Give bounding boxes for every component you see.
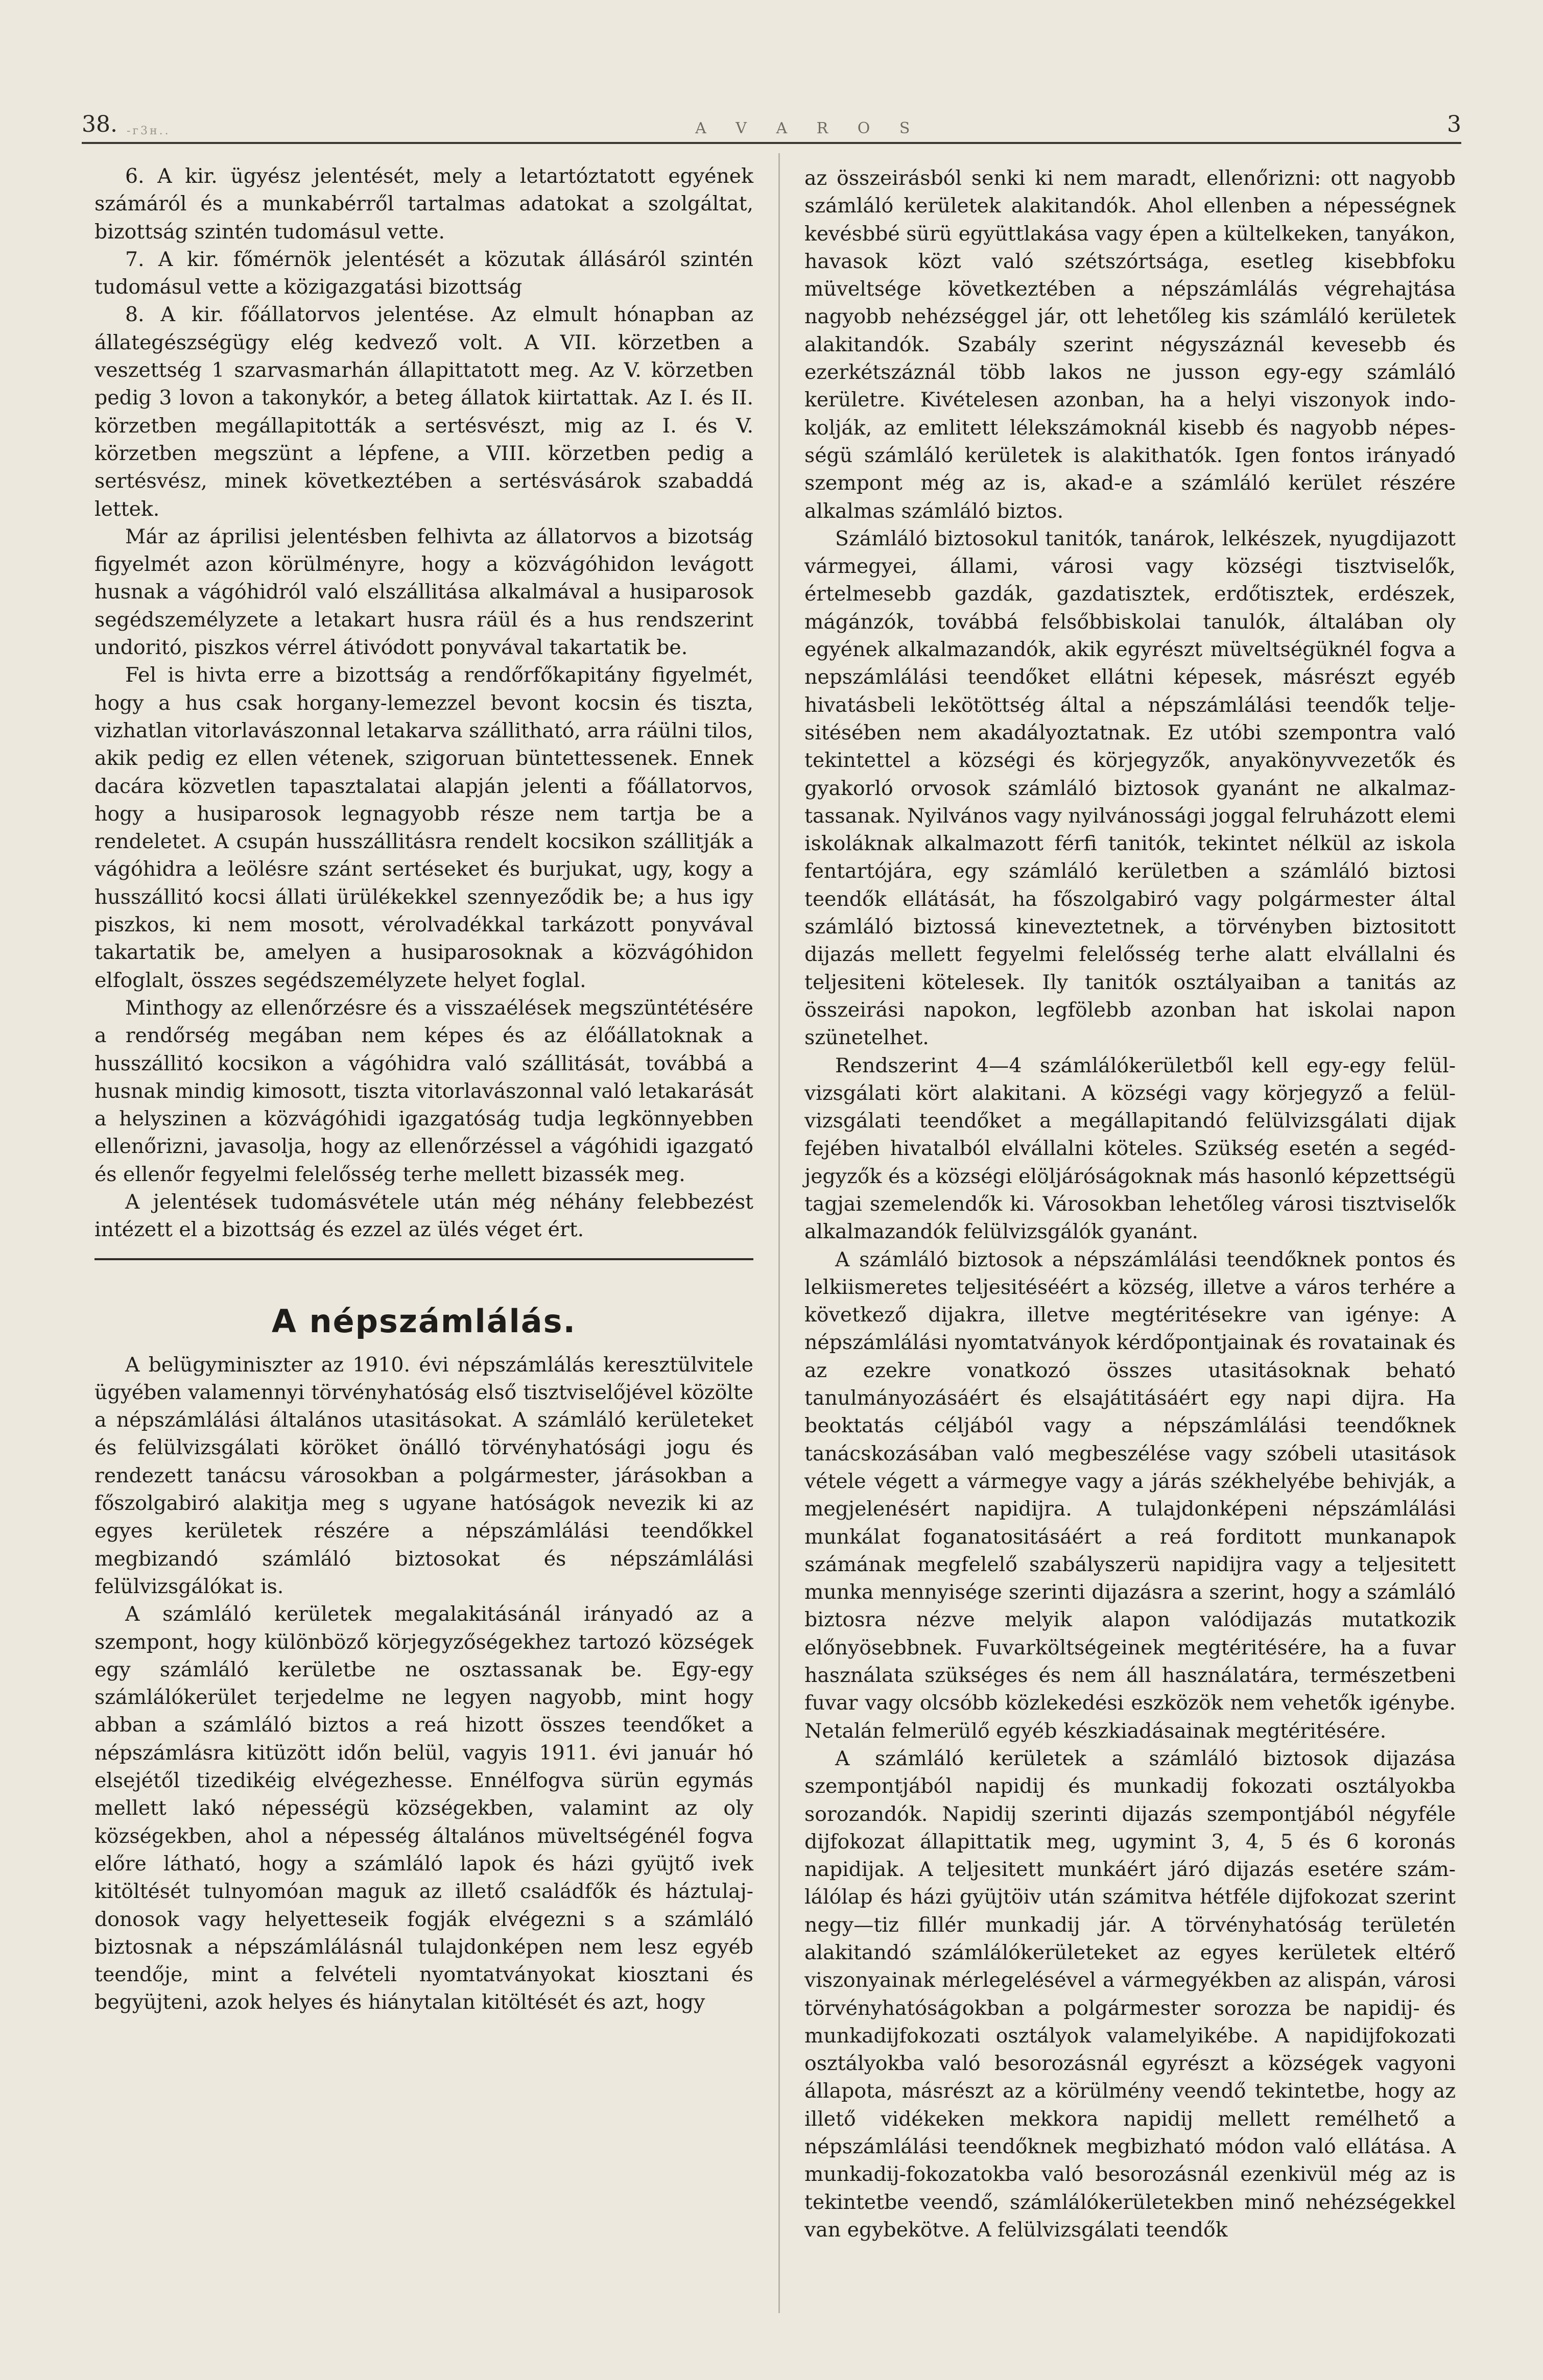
issue-number: 3 <box>1446 111 1461 137</box>
section-title: A népszámlálás. <box>271 1302 577 1340</box>
paragraph: Fel is hivta erre a bizottság a rendőrfőkapitány figyelmét, hogy a hus csak horgany-lemezzel bevont kocsin és tiszta, vizhatlan vitorlavászonnal letakarva szállitható, arra ráülni tilos, akik pedig ez ellen vétenek, szigoruan büntettessenek. Ennek dacára közvetlen tapasztalatai alapján jelenti a főállatorvos, hogy a husiparosok legnagyobb része nem tartja be a rendeletet. A csupán husszállitásra rendelt kocsikon szállitják a vágóhidra a leölésre szánt sertéseket és burjukat, ugy, kogy a husszállitó kocsi állati ürülékekkel szennyeződik be; a hus igy piszkos, ki nem mosott, vérolvadékkal tarkázott ponyvával takartatik be, amelyen a husiparosoknak a közvágóhidon elfoglalt, összes segédszemélyzete helyet foglal. <box>94 663 753 992</box>
paragraph: Már az áprilisi jelentésben felhivta az állatorvos a bizotság figyelmét azon körülményre, hogy a közvágóhidon levágott husnak a vágóhidról való elszállitása alkalmával a husiparosok segédszemélyzete a letakart husra ráül és a hus rendszerint undoritó, piszkos vérrel átivódott ponyvával takartatik be. <box>94 524 753 660</box>
right-column <box>804 164 1456 2244</box>
section-rule <box>94 1258 753 1260</box>
header-left <box>82 111 171 137</box>
paragraph: A számláló kerületek megalakitásánál irányadó az a szempont, hogy különböző körjegyzőségekhez tartozó községek egy számláló kerületbe ne osztassanak be. Egy-egy számlálókerület terjedelme ne legyen nagyobb, mint hogy abban a számláló biztos a reá hizott összes teendőket a népszámlásra kitüzött időn belül, vagyis 1911. évi január hó elsejétől tizedikéig elvégezhesse. Ennélfogva sürün egymás mellett lakó népességü községekben, valamint az oly községekben, ahol a népesség általános müveltségénél fogva előre látható, hogy a számláló lapok és házi gyüjtő ivek kitöltését tulnyomóan maguk az illető családfők és háztulajdonosok vagy helyetteseik fogják elvégezni s a számláló biztosnak a népszámlálásnál tulajdonképen nem lesz egyéb teendője, mint a felvételi nyomtatványokat kiosztani és begyüjteni, azok helyes és hiánytalan kitöltését és azt, hogy <box>94 1602 753 2014</box>
paragraph: Rendszerint 4—4 számlálókerületből kell egy-egy felülvizsgálati kört alakitani. A községi vagy körjegyző a felülvizsgálati teendőket a megállapitandó felülvizsgálati dijak fejében hivatalból elvállalni köteles. Szükség esetén a segédjegyzők és a községi elöljáróságoknak más hasonló képzettségü tagjai szemelendők ki. Városokban lehetőleg városi tisztviselők alkalmazandók felülvizsgálók gyanánt. <box>804 1053 1456 1244</box>
running-title: A V A R O S <box>695 119 922 137</box>
paragraph: Minthogy az ellenőrzésre és a visszaélések megszüntétésére a rendőrség megában nem képes és az élőállatoknak a husszállitó kocsikon a vágóhidra való szállitását, továbbá a husnak mindig kimosott, tiszta vitorlavászonnal való letakarását a helyszinen a közvágóhidi igazgatóság tudja legkönnyebben ellenőrizni, javasolja, hogy az ellenőrzéssel a vágóhidi igazgató és ellenőr fegyelmi felelősség terhe mellett bizassék meg. <box>94 996 753 1186</box>
paragraph: A jelentések tudomásvétele után még néhány felebbezést intézett el a bizottság és ezzel az ülés véget ért. <box>94 1190 753 1242</box>
paragraph: 7. A kir. főmérnök jelentését a közutak állásáról szintén tudomásul vette a közigazgatási bizottság <box>94 247 753 299</box>
column-divider <box>778 153 780 2313</box>
page-header <box>82 105 1461 137</box>
paragraph: 8. A kir. főállatorvos jelentése. Az elmult hónapban az állategészségügy elég kedvező volt. A VII. körzetben a veszettség 1 szarvasmarhán állapittatott meg. Az V. körzetben pedig 3 lovon a takonykór, a beteg állatok kiirtattak. Az I. és II. körzetben megállapitották a sertésvészt, mig az I. és V. körzetben megszünt a lépfene, a VIII. körzetben pedig a sertésvész, minek következtében a sertésvásárok szabaddá lettek. <box>94 303 753 521</box>
header-rule <box>82 142 1461 144</box>
paragraph: A számláló kerületek a számláló biztosok dijazása szempontjából napidij és munkadij fokozati osztályokba sorozandók. Napidij szerinti dijazás szempontjából négyféle dijfokozat állapittatik meg, ugymint 3, 4, 5 és 6 koronás napidijak. A teljesitett munkáért járó dijazás esetére számlálólap és házi gyüjtöiv után számitva hétféle dijfokozat szerint negy—tiz fillér munkadij jár. A törvényhatóság területén alakitandó számlálókerületeket az egyes kerületek eltérő viszonyainak mérlegelésével a vármegyékben az alispán, városi törvényhatóságokban a polgármester sorozza be napidij- és munkadijfokozati osztályok valamelyikébe. A napidijfokozati osztályokba való besorozásnál egyrészt a községek vagyoni állapota, másrészt az a körülmény veendő tekintetbe, hogy az illető vidékeken mekkora napidij mellett remélhető a népszámlálási teendőknek megbizható módon való ellátása. A munkadij-fokozatokba való besorozásnál ezenkivül még az is tekintetbe veendő, számlálókerületekben minő nehézségekkel van egybekötve. A felülvizsgálati teendők <box>804 1746 1456 2242</box>
paragraph: az összeirásból senki ki nem maradt, ellenőrizni: ott nagyobb számláló kerületek alakitandók. Ahol ellenben a népességnek kevésbbé sürü együttlakása vagy épen a kültelkeken, tanyákon, havasok közt való szétszórtsága, esetleg kisebbfoku müveltsége következtében a népszámlálás végrehajtása nagyobb nehézséggel jár, ott lehetőleg kis számláló kerületek alakitandók. Szabály szerint négyszáznál kevesebb és ezerkétszáznál több lakos ne jusson egy-egy számláló kerületre. Kivételesen azonban, ha a helyi viszonyok indokolják, az emlitett lélekszámoknál kisebb és nagyobb népességü számláló kerületek is alakithatók. Igen fontos irányadó szempont még az is, akad-e a számláló kerület részére alkalmas számláló biztos. <box>804 166 1456 523</box>
paragraph: A belügyminiszter az 1910. évi népszámlálás keresztülvitele ügyében valamennyi törvényhatóság első tisztviselőjével közölte a népszámlálási általános utasitásokat. A számláló kerületeket és felülvizsgálati köröket önálló törvényhatósági jogu és rendezett tanácsu városokban a polgármester, járásokban a főszolgabiró alakitja meg s ugyane hatóságok nevezik ki az egyes kerületek részére a népszámlálási teendőkkel megbizandó számláló biztosokat és népszámlálási felülvizsgálókat is. <box>94 1353 753 1598</box>
paragraph: 6. A kir. ügyész jelentését, mely a letartóztatott egyének számáról és a munkabérről tartalmas adatokat a szolgáltat, bizottság szintén tudomásul vette. <box>94 164 753 244</box>
left-column <box>94 162 753 2016</box>
header-left-mark: -г3н.. <box>126 125 171 137</box>
paragraph: Számláló biztosokul tanitók, tanárok, lelkészek, nyugdijazott vármegyei, állami, városi vagy községi tisztviselők, értelmesebb gazdák, gazdatisztek, erdőtisztek, erdészek, mágánzók, továbbá felsőbbiskolai tanulók, általában oly egyének alkalmazandók, akik egyrészt müveltségüknél fogva a nepszámlálási teendőket ellátni képesek, másrészt egyéb hivatásbeli lekötöttség által a népszámlálási teendők teljesitésében nem akadályoztatnak. Ez utóbi szempontra való tekintettel a községi és körjegyzők, anyakönyvvezetők és gyakorló orvosok számláló biztosok gyanánt ne alkalmaztassanak. Nyilvános vagy nyilvánossági joggal felruházott elemi iskoláknak alkalmazott férfi tanitók, tekintet nélkül az iskola fentartójára, egy számláló kerületben a számláló biztosi teendők ellátását, ha főszolgabiró vagy polgármester által számláló biztossá kineveztetnek, a törvényben biztositott dijazás mellett fegyelmi felelősség terhe alatt elvállalni és teljesiteni kötelesek. Ily tanitók osztályaiban a tanitás az összeirási napokon, legfölebb azonban hat iskolai napon szünetelhet. <box>804 526 1456 1050</box>
page-number: 38. <box>82 111 117 137</box>
paragraph: A számláló biztosok a népszámlálási teendőknek pontos és lelkiismeretes teljesitéséért a község, illetve a város terhére a következő dijakra, illetve megtéritésekre van igénye: A népszámlálási nyomtatványok kérdőpontjainak és rovatainak és az ezekre vonatkozó összes utasitásoknak beható tanulmányozásáért és elsajátitásáért egy napi dijra. Ha beoktatás céljából vagy a népszámlálási teendőknek tanácskozásában való megbeszélése vagy szóbeli utasitások vétele végett a vármegye vagy a járás székhelyébe behivják, a megjelenésért napidijra. A tulajdonképeni népszámlálási munkálat foganatositásáért a reá forditott munkanapok számának megfelelő szabályszerü napidijra vagy a teljesitett munka mennyisége szerinti dijazásra a szerint, hogy a számláló biztosra nézve melyik alapon valódijazás mutatkozik előnyösebbnek. Fuvarköltségeinek megtéritésére, ha a fuvar használata szükséges és nem áll használatára, természetbeni fuvar vagy olcsóbb közlekedési eszközök nem vehetők igénybe. Netalán felmerülő egyéb készkiadásainak megtéritésére. <box>804 1247 1456 1743</box>
